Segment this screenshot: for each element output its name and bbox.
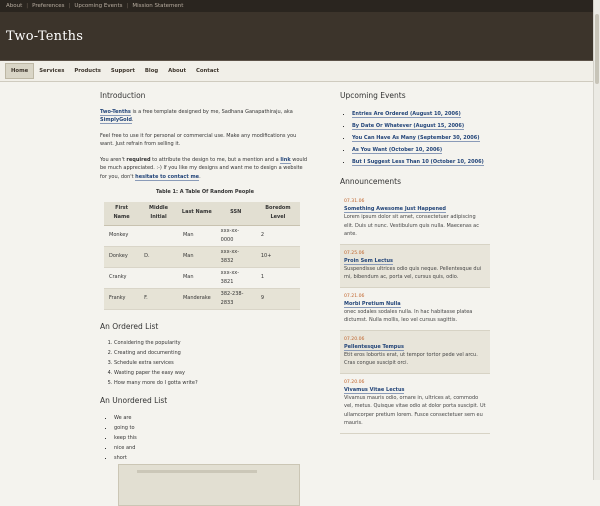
table-cell: Franky [104,288,139,309]
contact-me-link[interactable]: hesitate to contact me [135,173,200,180]
required-text: required [126,156,151,163]
announcement-body: Etit eros lobortis erat, ut tempor tortor pede vel arcu. Cras congue suscipit orci. [344,351,478,366]
table-cell: 2 [256,225,300,246]
table-cell: F. [139,288,178,309]
intro-text: to attribute the design to me, but a mention and a [150,156,281,163]
ordered-list-heading: An Ordered List [100,321,159,331]
table-caption: Table 1: A Table Of Random People [155,189,255,195]
top-link-preferences[interactable]: Preferences [32,3,65,9]
table-cell: xxx-xx-3821 [216,267,256,288]
list-item: 1. Considering the popularity [114,338,310,348]
nav-item-contact[interactable]: Contact [196,68,220,74]
intro-text: You aren't [100,156,127,163]
announcements-heading: Announcements [340,176,401,186]
column-header: SSN [216,202,256,226]
table-cell [139,225,178,246]
list-item [352,120,490,132]
upcoming-events-list [340,108,490,168]
announcement-date: 07.21.06 [344,293,365,299]
table-header-row [104,202,300,226]
table-cell: Man [178,225,216,246]
intro-text: would be much appreciated. :-) If you like my designs and want me to design a website for you, don't [100,156,308,180]
column-header: Middle Initial [139,202,178,226]
blockquote-text-line [137,470,257,473]
nav-item-support[interactable]: Support [110,68,135,74]
table-row [104,267,300,288]
announcement-title-wrap [344,300,486,308]
top-link-about[interactable]: About [6,3,23,9]
list-item: 5. How many more do I gotta write? [114,378,310,388]
list-item: ▪ nice and [114,443,310,453]
nav-item-home[interactable]: Home [5,63,34,79]
announcement-title[interactable]: Something Awesome Just Happened [344,206,446,212]
table-cell [139,267,178,288]
list-item: 3. Schedule extra services [114,358,310,368]
list-item: ▪ keep this [114,433,310,443]
table-cell: Donkey [104,246,139,267]
two-tenths-link[interactable]: Two-Tenths [100,108,131,115]
announcement [340,193,490,245]
table-cell: 382-238-2833 [216,288,256,309]
announcement [340,288,490,331]
list-item: ▪ short [114,453,310,463]
list-item [352,144,490,156]
announcement-title-wrap [344,343,486,351]
intro-paragraph-2: Feel free to use it for personal or commercial use. Make any modifications you want. Just refrain from selling it. [100,132,297,147]
announcement-title[interactable]: Pellentesque Tempus [344,343,404,350]
unordered-list-heading: An Unordered List [100,396,168,405]
ordered-list [100,338,310,388]
table-cell: 1 [256,267,300,288]
announcement [340,245,490,288]
blockquote-box [118,464,300,506]
top-utility-bar [0,0,600,12]
site-header [0,12,600,61]
separator: | [26,3,29,9]
list-item: ▪ going to [114,423,310,433]
announcement-title-wrap [344,386,486,394]
announcement-date: 07.20.06 [344,336,365,342]
announcement-date: 07.25.06 [344,250,365,256]
announcement-date: 07.31.06 [344,199,365,204]
nav-item-services[interactable]: Services [39,68,65,74]
intro-text: . [199,173,201,180]
intro-paragraph-3 [100,156,310,182]
list-item [352,108,490,120]
announcement-title-wrap [344,205,486,213]
intro-text: is a free template designed by me, Sadhana Ganapathiraju, aka [130,108,293,115]
list-item: 4. Wasting paper the easy way [114,368,310,378]
simplygold-link[interactable]: SimplyGold [100,117,132,123]
table-cell: Man [178,246,216,267]
announcement-date: 07.20.06 [344,379,365,385]
nav-item-about[interactable]: About [168,68,186,74]
table-cell: 10+ [256,246,300,267]
top-link-mission-statement[interactable]: Mission Statement [132,3,184,9]
nav-item-blog[interactable]: Blog [144,68,159,74]
site-title[interactable]: Two-Tenths [6,29,84,44]
event-link[interactable]: But I Suggest Less Than 10 (October 10, 2006) [352,158,484,165]
upcoming-events-heading: Upcoming Events [340,91,406,100]
intro-paragraph-1 [100,108,310,125]
announcement-body: Suspendisse ultrices odio quis neque. Pellentesque dui mi, bibendum ac, porta vel, cursus quis, odio. [344,265,482,280]
scrollbar-thumb[interactable] [595,14,599,84]
top-link-upcoming-events[interactable]: Upcoming Events [74,3,123,9]
announcement-title[interactable]: Proin Sem Lectus [344,257,393,264]
announcement [340,374,490,434]
column-header: Boredom Level [256,202,300,226]
event-link[interactable]: Entries Are Ordered (August 10, 2006) [352,110,461,117]
sidebar [340,88,490,434]
table-cell: xxx-xx-0000 [216,225,256,246]
intro-text: . [131,117,134,123]
announcement-title[interactable]: Vivamus Vitae Lectus [344,386,405,393]
separator: | [126,3,129,9]
intro-heading: Introduction [100,91,146,100]
table-cell: Monkey [104,225,139,246]
column-header: Last Name [178,202,216,226]
main-content [100,88,310,463]
table-cell: Cranky [104,267,139,288]
list-item: 2. Creating and documenting [114,348,310,358]
table-cell: 9 [256,288,300,309]
separator: | [68,3,71,9]
column-header: First Name [104,202,139,226]
vertical-scrollbar[interactable] [593,0,600,480]
unordered-list [100,413,310,463]
list-item: ▪ We are [114,413,310,423]
announcement-body: Lorem ipsum dolor sit amet, consectetuer adipiscing elit. Duis ut nunc. Vestibulum quis nulla. Maecenas ac ante. [344,214,479,237]
announcement [340,331,490,374]
nav-item-products[interactable]: Products [74,68,101,74]
list-item [352,156,490,168]
table-row [104,225,300,246]
list-item [352,132,490,144]
table-row [104,246,300,267]
link-link[interactable]: link [280,156,291,163]
event-link[interactable]: You Can Have As Many (September 30, 2006) [352,134,480,141]
people-table [104,202,300,310]
announcement-title[interactable]: Morbi Pretium Nulla [344,300,401,307]
event-link[interactable]: As You Want (October 10, 2006) [352,146,443,153]
table-row [104,288,300,309]
table-cell: Manderake [178,288,216,309]
announcement-body: Vivamus mauris odio, ornare in, ultrices at, commodo vel, metus. Quisque vitae odio at dolor porta suscipit. Ut ullamcorper pretium lorem. Fusce consectetuer sem eu mauris. [344,394,486,426]
announcement-body: onec sodales sodales nulla. In hac habitasse platea dictumst. Nulla mollis, leo vel cursus sagittis. [344,308,473,323]
announcement-title-wrap [344,257,486,265]
table-cell: D. [139,246,178,267]
event-link[interactable]: By Date Or Whatever (August 15, 2006) [352,122,465,129]
main-nav [0,61,600,82]
table-cell: Man [178,267,216,288]
table-cell: xxx-xx-3832 [216,246,256,267]
